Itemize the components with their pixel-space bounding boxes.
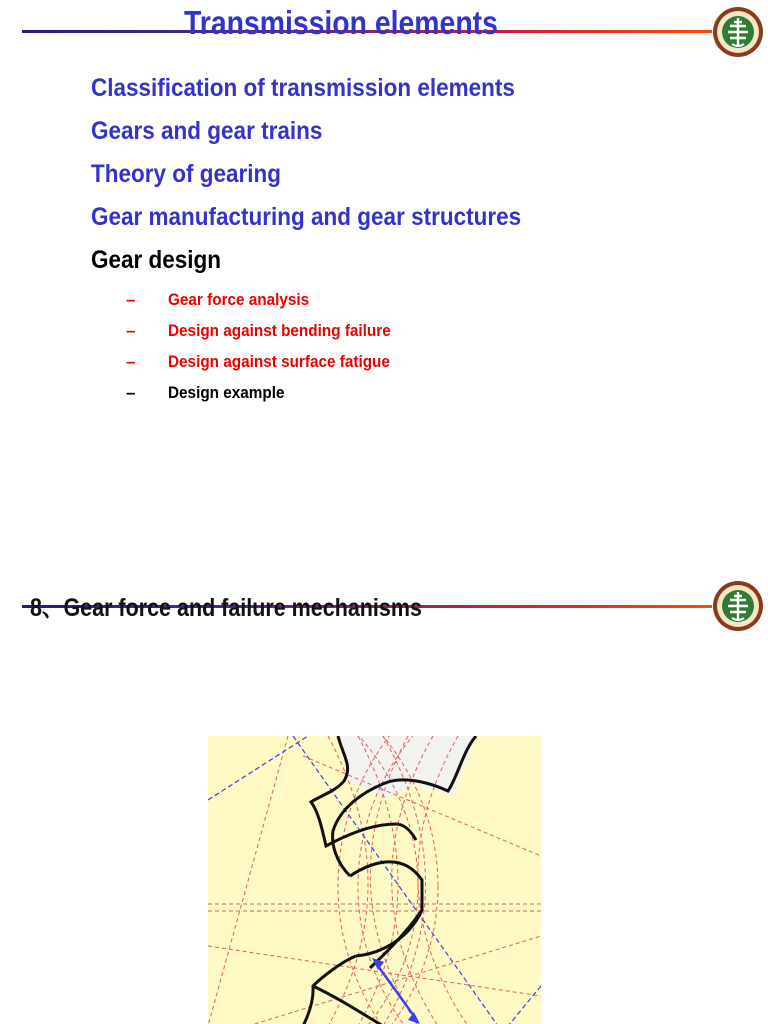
slide-title: Transmission elements — [184, 4, 498, 41]
outline-item: Gears and gear trains — [91, 117, 323, 145]
slide-title: 8、Gear force and failure mechanisms — [30, 594, 422, 622]
sub-item — [126, 313, 415, 344]
outline-item: Theory of gearing — [91, 160, 282, 188]
outline-item: Classification of transmission elements — [91, 74, 515, 102]
sub-item — [126, 375, 415, 406]
sub-item-text: Design against surface fatigue — [168, 352, 390, 371]
university-emblem-icon — [712, 6, 764, 58]
sub-item — [126, 282, 415, 313]
university-emblem-icon — [712, 580, 764, 632]
outline-item-current: Gear design — [91, 246, 222, 274]
dash-bullet: – — [126, 383, 136, 402]
dash-bullet: – — [126, 290, 136, 309]
sub-item-text: Design against bending failure — [168, 321, 391, 340]
meshing-gears-figure — [208, 736, 541, 1024]
sub-item-text: Gear force analysis — [168, 290, 310, 309]
dash-bullet: – — [126, 352, 136, 371]
sub-item — [126, 344, 415, 375]
dash-bullet: – — [126, 321, 136, 340]
gear-design-sublist — [126, 282, 415, 406]
slide-2 — [0, 560, 768, 1024]
sub-item-text: Design example — [168, 383, 285, 402]
outline-item: Gear manufacturing and gear structures — [91, 203, 522, 231]
outline-list — [91, 72, 569, 287]
